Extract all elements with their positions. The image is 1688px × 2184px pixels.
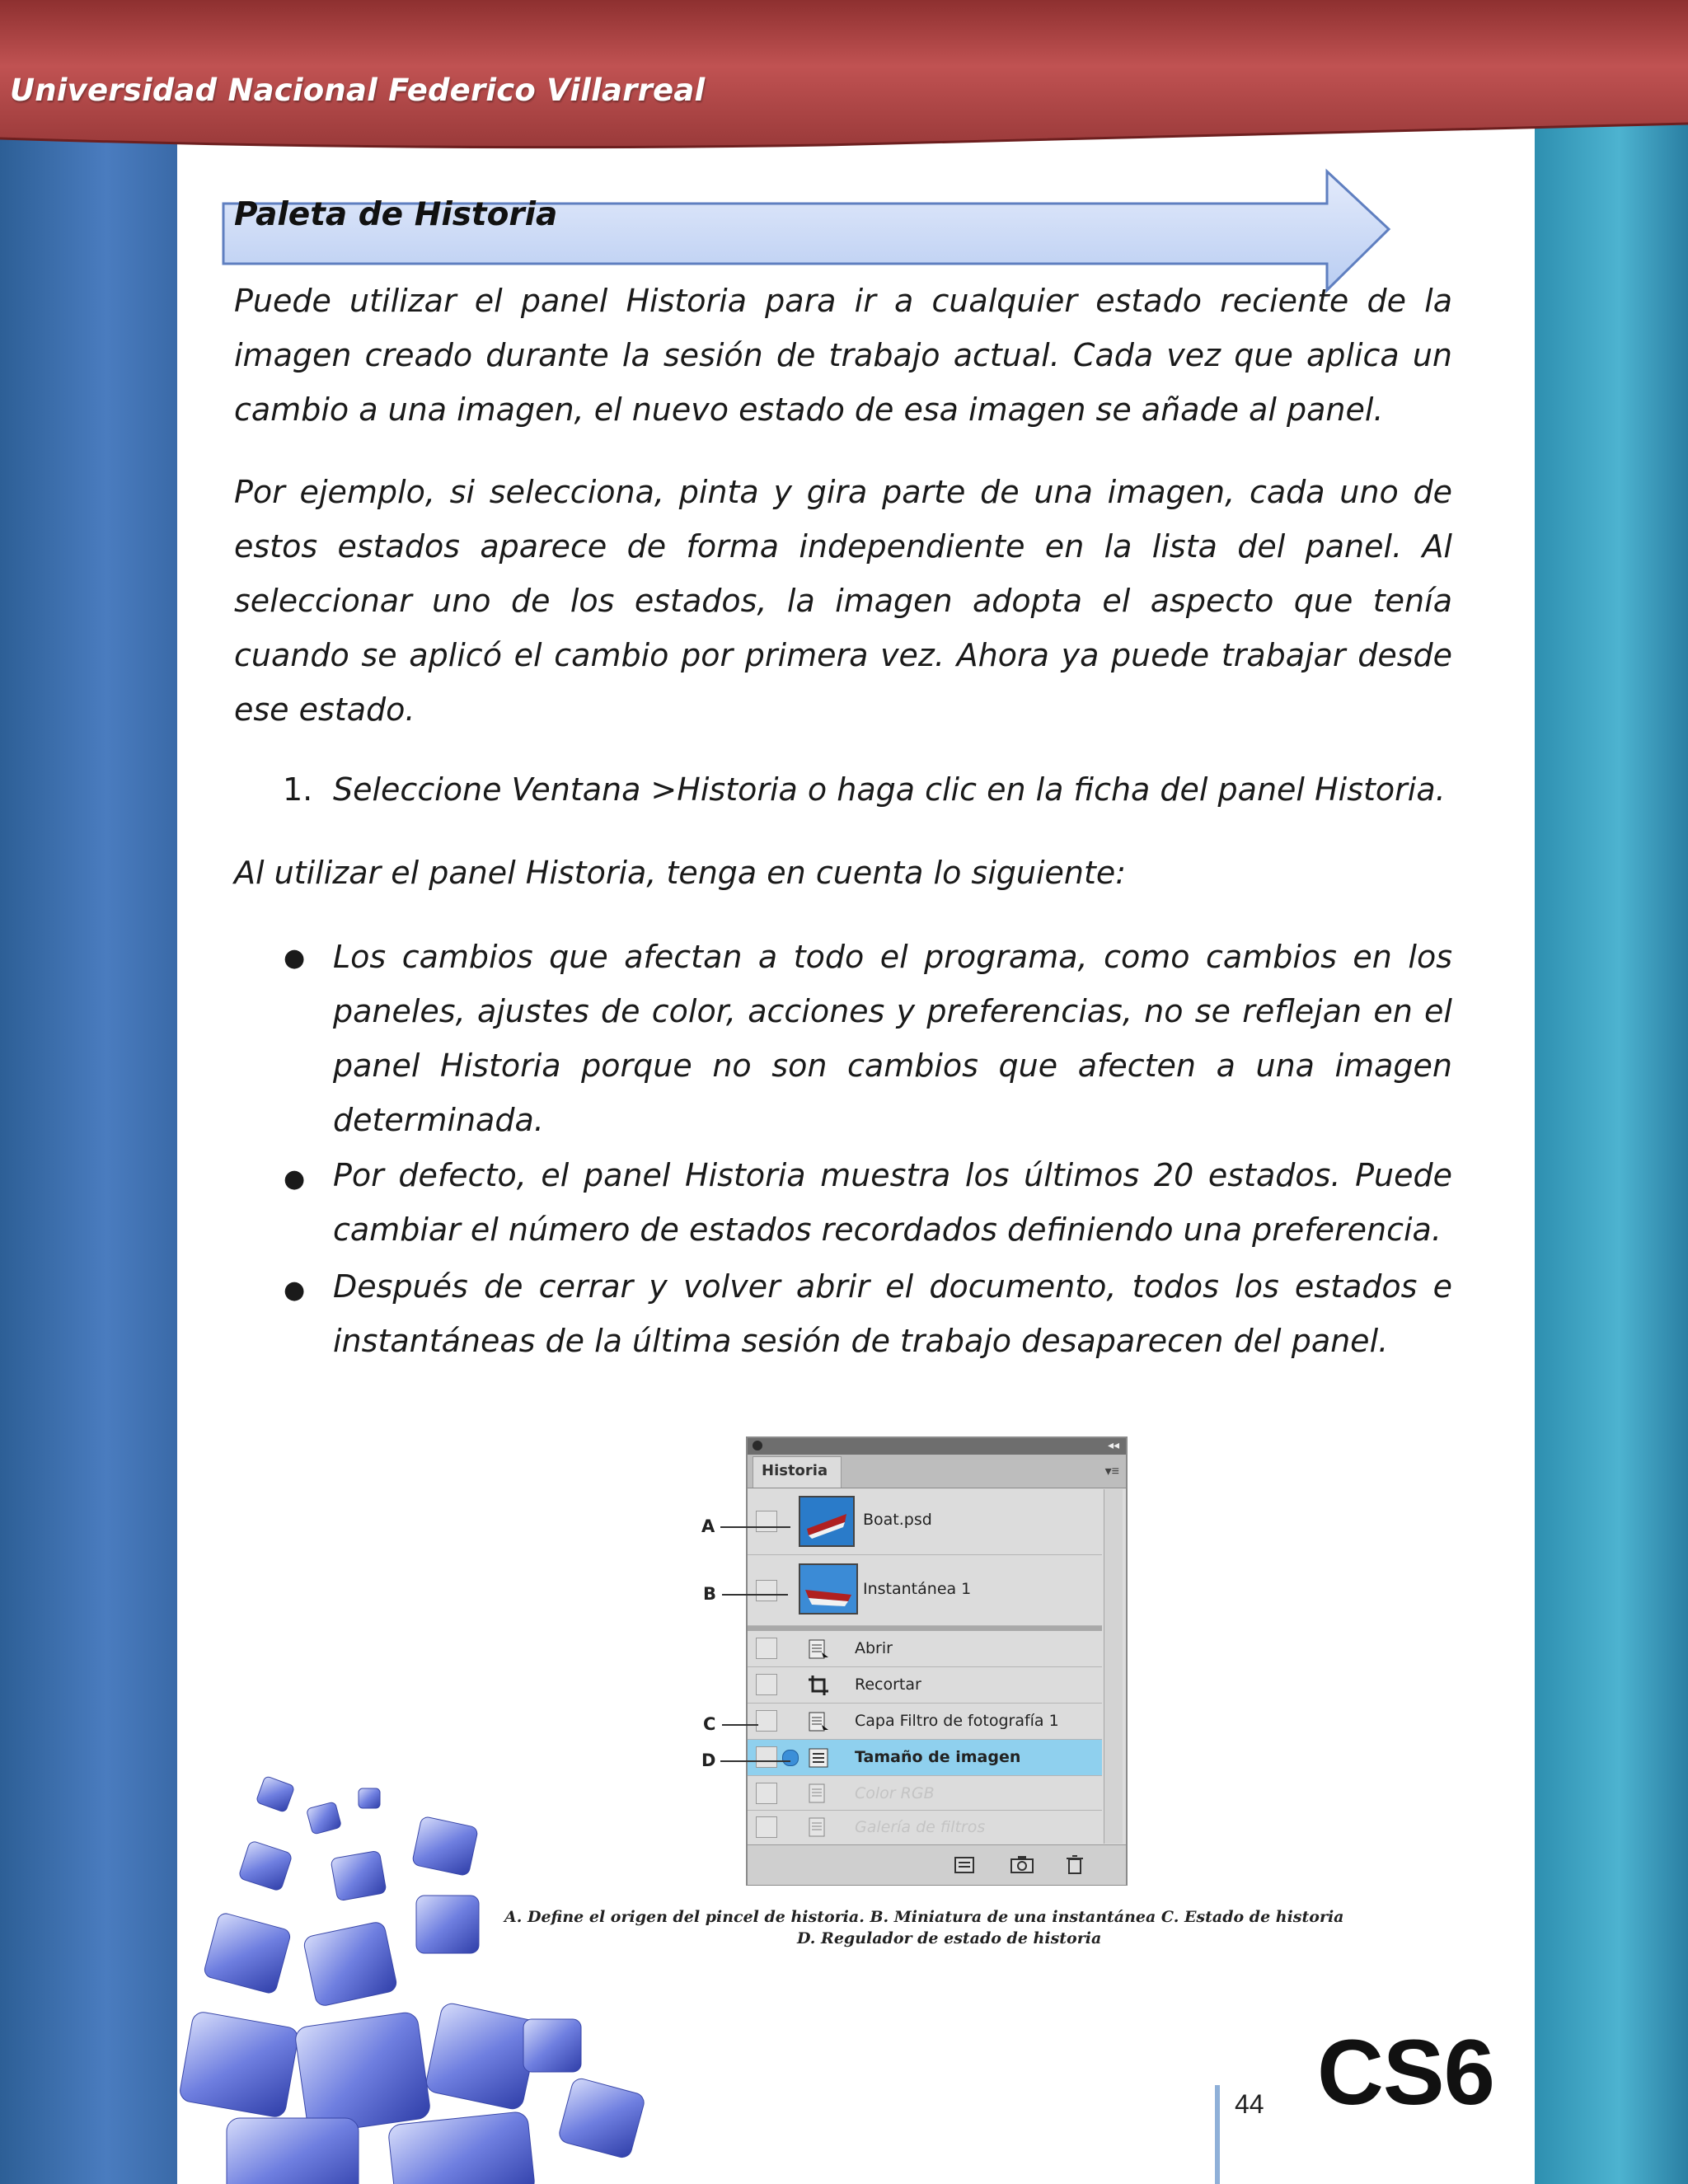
history-state-row[interactable] [748,1667,1102,1704]
bullet-item: Por defecto, el panel Historia muestra los últimos 20 estados. Puede cambiar el número de estados recordados definiendo una preferencia. [333,1157,1452,1248]
figure-caption: D. Regulador de estado de historia [797,1929,1102,1947]
step-number: 1. [283,771,313,808]
crop-icon [807,1674,830,1697]
left-side-band [0,124,177,2184]
snapshot-row[interactable] [748,1555,1102,1626]
bullet-item: Los cambios que afectan a todo el programa, como cambios en los paneles, ajustes de color, acciones y preferencias, no se reflejan en el panel Historia porque no son cambios que afecten a una imagen determinada. [333,939,1452,1138]
state-document-icon [807,1710,830,1733]
snapshot-row[interactable] [748,1489,1102,1555]
panel-bottom-toolbar [748,1844,1126,1885]
page-number: 44 [1235,2089,1264,2119]
history-state-row[interactable] [748,1631,1102,1667]
history-state-label: Abrir [855,1639,893,1657]
panel-menu-icon[interactable]: ▾≡ [1104,1465,1119,1479]
section-title: Paleta de Historia [234,196,558,233]
panel-tab-strip [748,1455,1126,1488]
callout-line [720,1526,790,1528]
history-panel-figure [746,1436,1128,1886]
paragraph-intro: Puede utilizar el panel Historia para ir a cualquier estado reciente de la imagen creado durante la sesión de trabajo actual. Cada vez que aplica un cambio a una imagen, el nuevo estado de esa imagen se añade al panel. [234,283,1452,428]
history-brush-source-box[interactable] [756,1783,777,1804]
history-brush-source-box[interactable] [756,1746,777,1768]
right-side-band [1535,124,1688,2184]
figure-caption: A. Define el origen del pincel de historia. B. Miniatura de una instantánea C. Estado de historia [504,1908,1344,1926]
footer-divider [1215,2085,1220,2184]
bullet-dot: ● [284,1165,306,1193]
step-text: Seleccione Ventana >Historia o haga clic en la ficha del panel Historia. [333,771,1446,808]
bullet-dot: ● [284,944,306,972]
decorative-cubes-graphic [177,1772,738,2184]
history-state-label: Tamaño de imagen [855,1748,1021,1766]
trash-icon[interactable] [1065,1854,1085,1875]
callout-line [722,1594,788,1596]
callout-label: B [703,1584,717,1604]
cs6-logo: CS6 [1317,2021,1494,2124]
history-state-label: Color RGB [855,1784,935,1802]
callout-line [720,1760,790,1762]
state-document-icon [807,1816,830,1839]
panel-title-bar [748,1438,1126,1455]
university-name: Universidad Nacional Federico Villarreal [10,73,706,108]
state-document-icon [807,1782,830,1805]
history-brush-source-box[interactable] [756,1580,777,1601]
new-document-from-state-icon[interactable] [954,1855,975,1875]
paragraph-example: Por ejemplo, si selecciona, pinta y gira parte de una imagen, cada uno de estos estados aparece de forma independiente en la lista del panel. Al seleccionar uno de los estados, la imagen adopta el aspecto que tenía cuando se aplicó el cambio por primera vez. Ahora ya puede trabajar desde ese estado. [234,474,1452,728]
history-state-slider-icon[interactable] [782,1750,799,1766]
history-brush-source-box[interactable] [756,1674,777,1695]
callout-label: C [703,1714,716,1734]
close-dot-icon [753,1441,762,1451]
panel-scrollbar[interactable] [1104,1489,1123,1844]
boat-thumbnail [799,1496,855,1547]
history-brush-source-box[interactable] [756,1710,777,1732]
history-state-label: Capa Filtro de fotografía 1 [855,1712,1059,1730]
history-brush-source-box[interactable] [756,1511,777,1532]
tab-historia[interactable]: Historia [753,1456,842,1488]
history-state-row-dimmed[interactable] [748,1776,1102,1811]
camera-snapshot-icon[interactable] [1010,1855,1034,1875]
bullet-dot: ● [284,1276,306,1305]
list-intro: Al utilizar el panel Historia, tenga en cuenta lo siguiente: [234,855,1127,891]
history-state-row-selected[interactable] [748,1740,1102,1776]
snapshot-label: Boat.psd [863,1511,932,1529]
state-list-icon [807,1746,830,1769]
bullet-item: Después de cerrar y volver abrir el documento, todos los estados e instantáneas de la última sesión de trabajo desaparecen del panel. [333,1268,1452,1359]
snapshot-label: Instantánea 1 [863,1580,972,1598]
callout-line [722,1724,758,1726]
history-state-row[interactable] [748,1704,1102,1740]
callout-label: D [701,1750,716,1770]
history-state-label: Recortar [855,1675,921,1694]
state-document-icon [807,1638,830,1661]
history-state-label: Galería de filtros [855,1818,986,1836]
callout-label: A [701,1516,715,1536]
snapshot-thumbnail [799,1563,858,1615]
history-brush-source-box[interactable] [756,1816,777,1838]
history-state-row-dimmed[interactable] [748,1811,1102,1844]
collapse-icon: ◂◂ [1107,1438,1119,1451]
history-brush-source-box[interactable] [756,1638,777,1659]
